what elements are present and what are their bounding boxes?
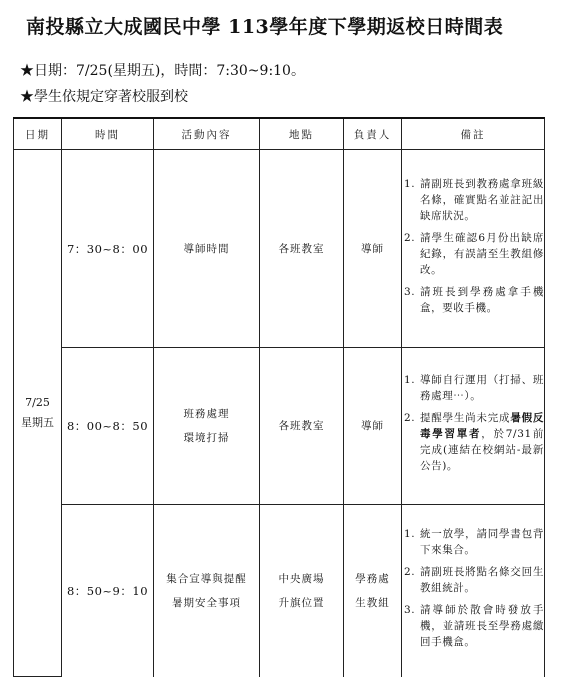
note-item	[402, 176, 544, 224]
note-text: 請學生確認6月份出缺席紀錄，有誤請至生教組修改。	[420, 231, 544, 276]
header-notes: 備註	[402, 118, 545, 150]
notes-cell	[402, 505, 545, 677]
activity-line: 環境打掃	[183, 432, 230, 444]
note-text: 請導師於散會時發放手機，並請班長至學務處繳回手機盒。	[420, 603, 544, 648]
activity-cell	[154, 150, 260, 348]
time-cell: 8：00~8：50	[62, 348, 154, 505]
note-number: 1.	[404, 374, 416, 386]
schedule-table	[13, 117, 545, 677]
note-number: 2.	[404, 231, 416, 244]
activity-line: 集合宣導與提醒	[166, 572, 247, 585]
note-text: 請副班長到教務處拿班級名條，確實點名並註記出缺席狀況。	[420, 177, 544, 222]
note-text: 統一放學，請同學書包背下來集合。	[420, 527, 544, 556]
date-cell	[14, 150, 62, 677]
activity-line: 導師時間	[183, 242, 230, 255]
header-time: 時間	[62, 118, 154, 150]
note-number: 3.	[404, 285, 416, 298]
notes-cell	[402, 348, 545, 505]
location-line: 升旗位置	[278, 596, 325, 609]
note-number: 2.	[404, 412, 416, 424]
date-value: 7/25	[25, 396, 50, 409]
note-item	[402, 372, 544, 404]
note-emphasis: 暑假反毒學習單者	[420, 412, 544, 440]
activity-line: 班務處理	[183, 408, 230, 420]
responsible-line: 導師	[361, 420, 384, 432]
responsible-line: 生教組	[355, 596, 390, 609]
note-item	[402, 284, 544, 316]
note-item	[402, 526, 544, 558]
table-row	[14, 150, 545, 348]
time-cell: 8：50~9：10	[62, 505, 154, 677]
location-cell	[260, 150, 344, 348]
location-line: 各班教室	[278, 420, 325, 432]
date-time-info: ★日期：7/25(星期五)，時間：7:30~9:10。	[20, 63, 305, 79]
table-row	[14, 505, 545, 677]
header-location: 地點	[260, 118, 344, 150]
header-activity: 活動內容	[154, 118, 260, 150]
location-line: 各班教室	[278, 242, 325, 255]
note-number: 1.	[404, 177, 416, 190]
location-cell	[260, 505, 344, 677]
note-text: 提醒學生尚未完成	[420, 412, 511, 424]
note-number: 3.	[404, 603, 416, 616]
responsible-line: 學務處	[355, 572, 390, 585]
responsible-line: 導師	[361, 242, 384, 255]
responsible-cell	[344, 505, 402, 677]
note-text: 請班長到學務處拿手機盒，要收手機。	[420, 285, 544, 314]
table-header-row	[14, 118, 545, 150]
time-cell: 7：30~8：00	[62, 150, 154, 348]
weekday-value: 星期五	[21, 416, 54, 429]
note-text: 導師自行運用（打掃、班務處理⋯）。	[420, 374, 544, 402]
note-number: 1.	[404, 527, 416, 540]
notes-cell	[402, 150, 545, 348]
note-text: 請副班長將點名條交回生教組統計。	[420, 565, 544, 594]
activity-cell	[154, 505, 260, 677]
responsible-cell	[344, 348, 402, 505]
page-title: 南投縣立大成國民中學 113學年度下學期返校日時間表	[26, 16, 504, 38]
note-item	[402, 410, 544, 474]
table-row	[14, 348, 545, 505]
note-item	[402, 564, 544, 596]
note-number: 2.	[404, 565, 416, 578]
notes-list	[402, 526, 544, 650]
notes-list	[402, 176, 544, 316]
header-date: 日期	[14, 118, 62, 150]
header-responsible: 負責人	[344, 118, 402, 150]
note-text-tail: ，於7/31前完成(連結在校網站-最新公告)。	[420, 428, 545, 472]
note-item	[402, 230, 544, 278]
note-item	[402, 602, 544, 650]
responsible-cell	[344, 150, 402, 348]
activity-cell	[154, 348, 260, 505]
location-line: 中央廣場	[278, 572, 325, 585]
activity-line: 暑期安全事項	[172, 596, 241, 609]
location-cell	[260, 348, 344, 505]
notes-list	[402, 372, 544, 474]
uniform-notice: ★學生依規定穿著校服到校	[20, 89, 188, 105]
